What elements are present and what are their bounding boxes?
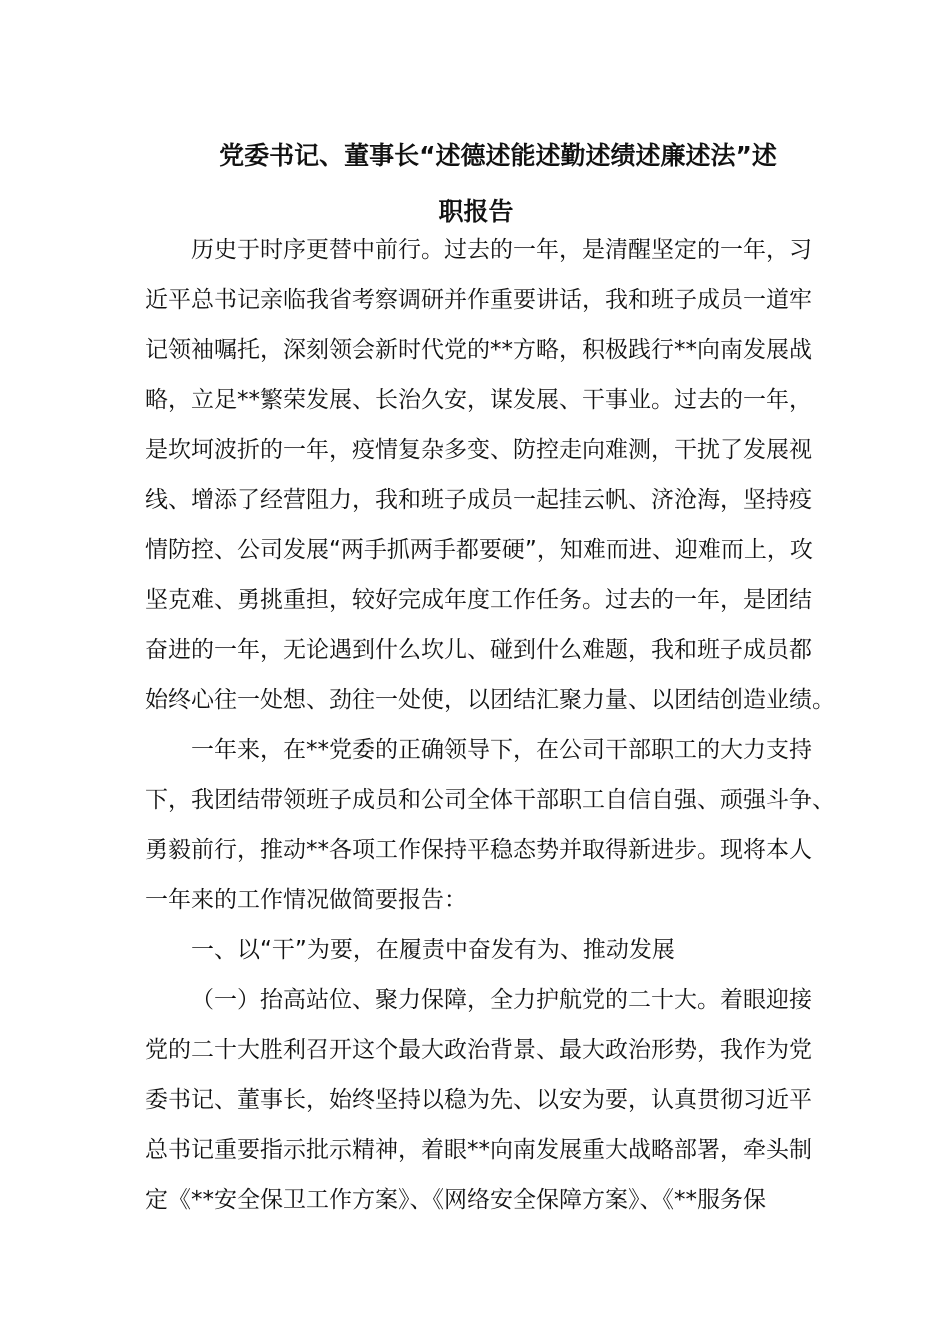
title-line-2: 职报告 [438, 197, 514, 226]
title-line-1: 党委书记、董事长“述德述能述勤述绩述廉述法”述 [219, 141, 777, 170]
paragraph-line: 是坎坷波折的一年，疫情复杂多变、防控走向难测，干扰了发展视 [145, 437, 812, 463]
paragraph-line: 下，我团结带领班子成员和公司全体干部职工自信自强、顽强斗争、 [145, 787, 835, 813]
paragraph-line: 一年来，在**党委的正确领导下，在公司干部职工的大力支持 [191, 737, 812, 763]
paragraph-line: 奋进的一年，无论遇到什么坎儿、碰到什么难题，我和班子成员都 [145, 637, 812, 663]
document-body [145, 225, 835, 1225]
paragraph-line: 情防控、公司发展“两手抓两手都要硬”，知难而进、迎难而上，攻 [145, 537, 813, 563]
paragraph-line: 党的二十大胜利召开这个最大政治背景、最大政治形势，我作为党 [145, 1037, 812, 1063]
paragraph-line: 一年来的工作情况做简要报告： [145, 887, 467, 913]
paragraph-line: 记领袖嘱托，深刻领会新时代党的**方略，积极践行**向南发展战 [145, 337, 812, 363]
paragraph-line: （一）抬高站位、聚力保障，全力护航党的二十大。着眼迎接 [191, 987, 812, 1013]
paragraph-line: 始终心往一处想、劲往一处使，以团结汇聚力量、以团结创造业绩。 [145, 687, 835, 713]
paragraph-line: 定《**安全保卫工作方案》、《网络安全保障方案》、《**服务保 [145, 1187, 766, 1213]
paragraph-line: 近平总书记亲临我省考察调研并作重要讲话，我和班子成员一道牢 [145, 287, 812, 313]
paragraph-line: 委书记、董事长，始终坚持以稳为先、以安为要，认真贯彻习近平 [145, 1087, 812, 1113]
paragraph-line: 线、增添了经营阻力，我和班子成员一起挂云帆、济沧海，坚持疫 [145, 487, 812, 513]
paragraph-line: 总书记重要指示批示精神，着眼**向南发展重大战略部署，牵头制 [145, 1137, 812, 1163]
paragraph-line: 历史于时序更替中前行。过去的一年，是清醒坚定的一年，习 [191, 237, 812, 263]
paragraph-line: 坚克难、勇挑重担，较好完成年度工作任务。过去的一年，是团结 [145, 587, 812, 613]
document-title [145, 128, 807, 240]
paragraph-line: 略，立足**繁荣发展、长治久安，谋发展、干事业。过去的一年， [145, 387, 812, 413]
section-heading: 一、以“干”为要，在履责中奋发有为、推动发展 [191, 937, 675, 963]
paragraph-line: 勇毅前行，推动**各项工作保持平稳态势并取得新进步。现将本人 [145, 837, 812, 863]
